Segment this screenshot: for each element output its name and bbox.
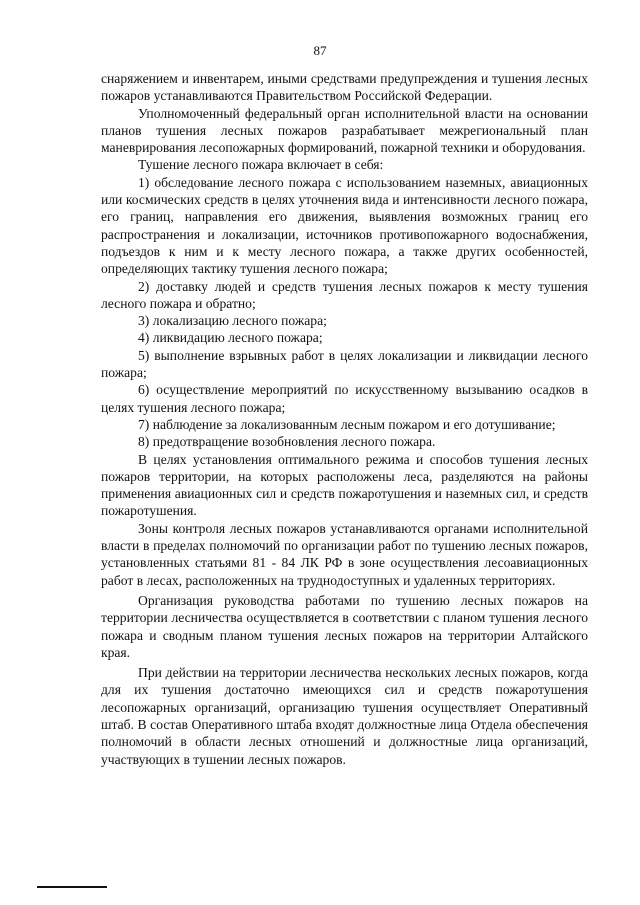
paragraph-federal-organ: Уполномоченный федеральный орган исполнительной власти на основании планов тушения лесных пожаров разрабатывает межрегиональный план маневрирования лесопожарных формирований, пожарной техники и оборудования. bbox=[101, 105, 588, 156]
paragraph-firefighting-includes: Тушение лесного пожара включает в себя: bbox=[138, 157, 384, 173]
page-number: 87 bbox=[313, 43, 327, 58]
paragraph-continuation: снаряжением и инвентарем, иными средствами предупреждения и тушения лесных пожаров устанавливаются Правительством Российской Федерации. bbox=[101, 71, 588, 104]
paragraph-operational-hq: При действии на территории лесничества нескольких лесных пожаров, когда для их тушения достаточно имеющихся сил и средств пожаротушения лесопожарных организаций, организацию тушения осуществляет Оперативный штаб. В состав Оперативного штаба входят должностные лица Отдела обеспечения полномочий в области лесных отношений и должностные лица организаций, участвующих в тушении лесных пожаров. bbox=[101, 665, 588, 767]
list-item-3: 3) локализацию лесного пожара; bbox=[138, 313, 327, 329]
list-item-6: 6) осуществление мероприятий по искусственному вызыванию осадков в целях тушения лесного пожара; bbox=[101, 382, 588, 415]
footnote-separator bbox=[37, 886, 107, 888]
list-item-4: 4) ликвидацию лесного пожара; bbox=[138, 330, 323, 346]
list-item-1: 1) обследование лесного пожара с использованием наземных, авиационных или космических средств в целях уточнения вида и интенсивности лесного пожара, его границ, направления его движения, выявления возможных границ его распространения и локализации, источников противопожарного водоснабжения, подъездов к ним и к месту лесного пожара, а также других особенностей, определяющих тактику тушения лесного пожара; bbox=[101, 174, 588, 277]
list-item-7: 7) наблюдение за локализованным лесным пожаром и его дотушивание; bbox=[138, 416, 556, 432]
paragraph-organization: Организация руководства работами по тушению лесных пожаров на территории лесничества осуществляется в соответствии с планом тушения лесного пожара и сводным планом тушения лесных пожаров на территории Алтайского края. bbox=[101, 592, 588, 660]
paragraph-control-zones: Зоны контроля лесных пожаров устанавливаются органами исполнительной власти в пределах полномочий по организации работ по тушению лесных пожаров, установленных статьями 81 - 84 ЛК РФ в зоне осуществления лесоавиационных работ в лесах, расположенных на труднодоступных и удаленных территориях. bbox=[101, 520, 588, 588]
paragraph-districts: В целях установления оптимального режима и способов тушения лесных пожаров территории, на которых расположены леса, разделяются на районы применения авиационных сил и средств пожаротушения и наземных сил, и средств пожаротушения. bbox=[101, 451, 588, 519]
list-item-8: 8) предотвращение возобновления лесного пожара. bbox=[138, 434, 436, 450]
list-item-5: 5) выполнение взрывных работ в целях локализации и ликвидации лесного пожара; bbox=[101, 347, 588, 381]
list-item-2: 2) доставку людей и средств тушения лесных пожаров к месту тушения лесного пожара и обратно; bbox=[101, 278, 588, 311]
body-text bbox=[101, 70, 588, 768]
